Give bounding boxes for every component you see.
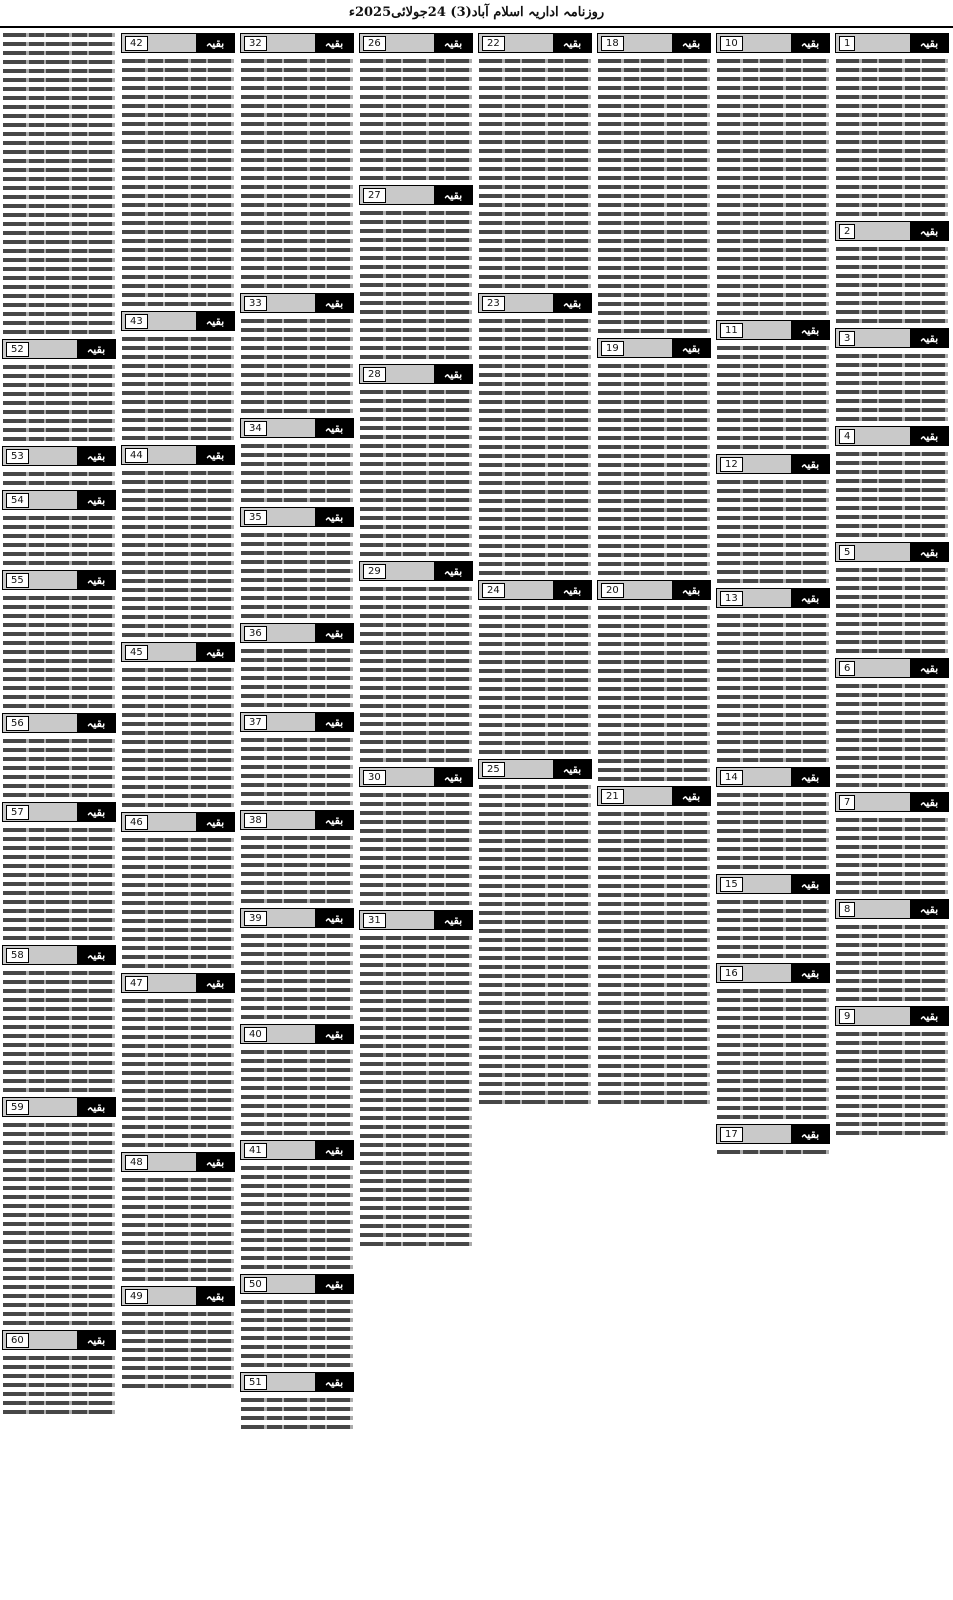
article-text-block	[122, 835, 234, 970]
article-text-block	[836, 449, 948, 539]
continuation-header	[359, 33, 473, 53]
continuation-number: 52	[6, 342, 29, 357]
continuation-header	[240, 908, 354, 928]
continuation-label: بقیہ	[791, 1125, 829, 1143]
continuation-header	[2, 490, 116, 510]
continuation-number: 28	[363, 367, 386, 382]
article-text-block	[717, 790, 829, 871]
article-text-block	[122, 56, 234, 308]
continuation-label: بقیہ	[315, 294, 353, 312]
continuation-label: بقیہ	[434, 562, 472, 580]
continuation-number: 26	[363, 36, 386, 51]
continuation-header	[2, 446, 116, 466]
continuation-number: 35	[244, 510, 267, 525]
continuation-label: بقیہ	[77, 1098, 115, 1116]
continuation-header	[240, 1274, 354, 1294]
article-text-block	[717, 56, 829, 317]
continuation-header	[835, 328, 949, 348]
continuation-header	[2, 945, 116, 965]
continuation-number: 23	[482, 296, 505, 311]
continuation-label: بقیہ	[791, 321, 829, 339]
continuation-header	[2, 713, 116, 733]
column-1	[834, 30, 950, 1598]
continuation-header	[359, 767, 473, 787]
continuation-number: 48	[125, 1155, 148, 1170]
continuation-header	[240, 507, 354, 527]
continuation-header	[240, 293, 354, 313]
continuation-label: بقیہ	[77, 946, 115, 964]
masthead	[0, 0, 953, 28]
continuation-header	[716, 33, 830, 53]
article-text-block	[241, 316, 353, 415]
continuation-header	[359, 364, 473, 384]
continuation-number: 55	[6, 573, 29, 588]
column-2	[715, 30, 831, 1598]
continuation-header	[240, 810, 354, 830]
continuation-number: 51	[244, 1375, 267, 1390]
column-8	[1, 30, 117, 1598]
continuation-label: بقیہ	[196, 643, 234, 661]
column-5	[358, 30, 474, 1598]
article-text-block	[717, 611, 829, 764]
continuation-number: 22	[482, 36, 505, 51]
continuation-number: 59	[6, 1100, 29, 1115]
article-text-block	[3, 1120, 115, 1327]
continuation-label: بقیہ	[315, 1025, 353, 1043]
continuation-header	[121, 973, 235, 993]
continuation-label: بقیہ	[791, 964, 829, 982]
continuation-label: بقیہ	[77, 1331, 115, 1349]
continuation-number: 25	[482, 762, 505, 777]
continuation-header	[716, 874, 830, 894]
continuation-header	[716, 588, 830, 608]
continuation-header	[121, 642, 235, 662]
continuation-label: بقیہ	[77, 714, 115, 732]
continuation-number: 20	[601, 583, 624, 598]
continuation-header	[835, 426, 949, 446]
continuation-header	[716, 963, 830, 983]
continuation-number: 60	[6, 1333, 29, 1348]
continuation-label: بقیہ	[672, 581, 710, 599]
continuation-label: بقیہ	[315, 34, 353, 52]
article-text-block	[3, 736, 115, 799]
continuation-label: بقیہ	[434, 911, 472, 929]
continuation-header	[597, 786, 711, 806]
continuation-header	[121, 1286, 235, 1306]
continuation-header	[478, 33, 592, 53]
article-text-block	[836, 681, 948, 789]
article-text-block	[3, 1353, 115, 1416]
continuation-header	[121, 33, 235, 53]
continuation-number: 13	[720, 591, 743, 606]
continuation-number: 9	[839, 1009, 855, 1024]
continuation-number: 6	[839, 661, 855, 676]
continuation-header	[597, 33, 711, 53]
continuation-number: 57	[6, 805, 29, 820]
continuation-header	[835, 899, 949, 919]
continuation-number: 45	[125, 645, 148, 660]
continuation-label: بقیہ	[315, 909, 353, 927]
continuation-number: 30	[363, 770, 386, 785]
continuation-header	[835, 792, 949, 812]
continuation-number: 36	[244, 626, 267, 641]
continuation-header	[478, 759, 592, 779]
article-text-block	[3, 469, 115, 487]
article-text-block	[836, 351, 948, 423]
continuation-label: بقیہ	[910, 427, 948, 445]
continuation-number: 2	[839, 224, 855, 239]
continuation-header	[359, 561, 473, 581]
continuation-number: 24	[482, 583, 505, 598]
continuation-label: بقیہ	[315, 624, 353, 642]
article-text-block	[360, 933, 472, 1248]
continuation-number: 39	[244, 911, 267, 926]
continuation-number: 56	[6, 716, 29, 731]
article-text-block	[122, 334, 234, 442]
continuation-label: بقیہ	[77, 491, 115, 509]
article-text-block	[360, 387, 472, 558]
continuation-number: 7	[839, 795, 855, 810]
continuation-label: بقیہ	[77, 571, 115, 589]
continuation-label: بقیہ	[910, 222, 948, 240]
continuation-header	[121, 445, 235, 465]
continuation-number: 40	[244, 1027, 267, 1042]
continuation-number: 44	[125, 448, 148, 463]
continuation-number: 29	[363, 564, 386, 579]
article-text-block	[479, 782, 591, 1106]
continuation-label: بقیہ	[672, 339, 710, 357]
article-text-block	[717, 343, 829, 451]
column-4	[477, 30, 593, 1598]
article-text-block	[241, 646, 353, 709]
continuation-number: 34	[244, 421, 267, 436]
article-text-block	[479, 603, 591, 756]
continuation-label: بقیہ	[315, 1373, 353, 1391]
continuation-number: 27	[363, 188, 386, 203]
continuation-label: بقیہ	[553, 294, 591, 312]
article-text-block	[360, 208, 472, 361]
article-text-block	[598, 603, 710, 783]
continuation-header	[835, 33, 949, 53]
continuation-label: بقیہ	[910, 659, 948, 677]
continuation-label: بقیہ	[910, 900, 948, 918]
continuation-number: 38	[244, 813, 267, 828]
continuation-number: 54	[6, 493, 29, 508]
continuation-label: بقیہ	[315, 713, 353, 731]
continuation-number: 49	[125, 1289, 148, 1304]
article-text-block	[241, 1395, 353, 1431]
continuation-label: بقیہ	[791, 875, 829, 893]
continuation-label: بقیہ	[77, 803, 115, 821]
continuation-number: 33	[244, 296, 267, 311]
continuation-number: 46	[125, 815, 148, 830]
article-text-block	[836, 56, 948, 218]
continuation-label: بقیہ	[315, 419, 353, 437]
continuation-number: 4	[839, 429, 855, 444]
continuation-number: 16	[720, 966, 743, 981]
continuation-number: 17	[720, 1127, 743, 1142]
continuation-number: 8	[839, 902, 855, 917]
continuation-header	[597, 580, 711, 600]
article-text-block	[598, 809, 710, 1106]
article-text-block	[479, 316, 591, 577]
article-text-block	[360, 584, 472, 764]
continuation-number: 11	[720, 323, 743, 338]
article-text-block	[598, 56, 710, 335]
continuation-header	[716, 320, 830, 340]
continuation-label: بقیہ	[791, 34, 829, 52]
article-text-block	[241, 735, 353, 807]
continuation-number: 15	[720, 877, 743, 892]
continuation-header	[359, 185, 473, 205]
article-text-block	[241, 931, 353, 1021]
article-text-block	[717, 477, 829, 585]
article-text-block	[122, 665, 234, 809]
article-text-block	[241, 441, 353, 504]
continuation-number: 1	[839, 36, 855, 51]
article-text-block	[122, 1309, 234, 1390]
article-text-block	[122, 468, 234, 639]
article-text-block	[836, 565, 948, 655]
continuation-label: بقیہ	[910, 34, 948, 52]
article-text-block	[3, 825, 115, 942]
continuation-header	[359, 910, 473, 930]
continuation-header	[240, 623, 354, 643]
column-6	[239, 30, 355, 1598]
article-text-block	[241, 1047, 353, 1137]
continuation-label: بقیہ	[315, 1275, 353, 1293]
article-text-block	[717, 897, 829, 960]
continuation-label: بقیہ	[315, 811, 353, 829]
continuation-header	[478, 293, 592, 313]
continuation-header	[835, 658, 949, 678]
article-text-block	[241, 56, 353, 290]
continuation-label: بقیہ	[672, 787, 710, 805]
continuation-label: بقیہ	[910, 1007, 948, 1025]
continuation-header	[240, 1024, 354, 1044]
continuation-header	[240, 712, 354, 732]
article-text-block	[3, 968, 115, 1094]
continuation-number: 50	[244, 1277, 267, 1292]
continuation-number: 32	[244, 36, 267, 51]
continuation-number: 10	[720, 36, 743, 51]
continuation-header	[716, 767, 830, 787]
article-text-block	[122, 996, 234, 1149]
continuation-header	[121, 311, 235, 331]
continuation-header	[716, 454, 830, 474]
continuation-label: بقیہ	[553, 34, 591, 52]
continuation-header	[240, 418, 354, 438]
continuation-number: 12	[720, 457, 743, 472]
continuation-header	[121, 812, 235, 832]
continuation-number: 5	[839, 545, 855, 560]
continuation-number: 21	[601, 789, 624, 804]
continuation-number: 47	[125, 976, 148, 991]
continuation-label: بقیہ	[196, 813, 234, 831]
continuation-header	[716, 1124, 830, 1144]
continuation-label: بقیہ	[910, 329, 948, 347]
continuation-label: بقیہ	[910, 793, 948, 811]
continuation-header	[2, 1097, 116, 1117]
continuation-number: 3	[839, 331, 855, 346]
continuation-number: 37	[244, 715, 267, 730]
continuation-label: بقیہ	[196, 34, 234, 52]
continuation-header	[835, 542, 949, 562]
continuation-number: 18	[601, 36, 624, 51]
continuation-label: بقیہ	[196, 974, 234, 992]
continuation-label: بقیہ	[77, 447, 115, 465]
continuation-label: بقیہ	[553, 581, 591, 599]
article-text-block	[122, 1175, 234, 1283]
continuation-label: بقیہ	[434, 768, 472, 786]
continuation-header	[835, 221, 949, 241]
article-text-block	[360, 790, 472, 907]
continuation-label: بقیہ	[77, 340, 115, 358]
article-text-block	[836, 922, 948, 1003]
continuation-header	[240, 1372, 354, 1392]
continuation-number: 14	[720, 770, 743, 785]
continuation-number: 31	[363, 913, 386, 928]
continuation-label: بقیہ	[910, 543, 948, 561]
article-text-block	[3, 30, 115, 336]
continuation-label: بقیہ	[434, 34, 472, 52]
article-text-block	[3, 362, 115, 443]
article-text-block	[836, 1029, 948, 1137]
continuation-number: 19	[601, 341, 624, 356]
continuation-label: بقیہ	[196, 446, 234, 464]
continuation-label: بقیہ	[791, 455, 829, 473]
continuation-label: بقیہ	[196, 1153, 234, 1171]
continuation-header	[2, 802, 116, 822]
article-text-block	[241, 833, 353, 905]
article-text-block	[3, 593, 115, 710]
continuation-label: بقیہ	[196, 1287, 234, 1305]
continuation-number: 53	[6, 449, 29, 464]
article-text-block	[836, 244, 948, 325]
continuation-label: بقیہ	[315, 1141, 353, 1159]
column-3	[596, 30, 712, 1598]
article-text-block	[3, 513, 115, 567]
article-text-block	[598, 361, 710, 577]
continuation-label: بقیہ	[434, 186, 472, 204]
continuation-header	[2, 570, 116, 590]
article-text-block	[241, 1297, 353, 1369]
continuation-header	[835, 1006, 949, 1026]
article-text-block	[717, 1147, 829, 1156]
continuation-label: بقیہ	[434, 365, 472, 383]
continuation-header	[2, 1330, 116, 1350]
continuation-label: بقیہ	[791, 768, 829, 786]
article-text-block	[479, 56, 591, 290]
article-text-block	[717, 986, 829, 1121]
continuation-header	[597, 338, 711, 358]
continuation-header	[240, 33, 354, 53]
continuation-header	[2, 339, 116, 359]
continuation-header	[478, 580, 592, 600]
continuation-label: بقیہ	[672, 34, 710, 52]
continuation-header	[121, 1152, 235, 1172]
continuation-number: 43	[125, 314, 148, 329]
article-text-block	[360, 56, 472, 182]
article-text-block	[836, 815, 948, 896]
continuation-label: بقیہ	[196, 312, 234, 330]
article-text-block	[241, 1163, 353, 1271]
column-7	[120, 30, 236, 1598]
continuation-label: بقیہ	[553, 760, 591, 778]
article-text-block	[241, 530, 353, 620]
continuation-label: بقیہ	[315, 508, 353, 526]
continuation-number: 42	[125, 36, 148, 51]
masthead-title: روزنامہ اداریہ اسلام آباد(3) 24جولائی2025ء	[348, 5, 605, 20]
continuation-header	[240, 1140, 354, 1160]
continuation-label: بقیہ	[791, 589, 829, 607]
continuation-number: 41	[244, 1143, 267, 1158]
continuation-number: 58	[6, 948, 29, 963]
